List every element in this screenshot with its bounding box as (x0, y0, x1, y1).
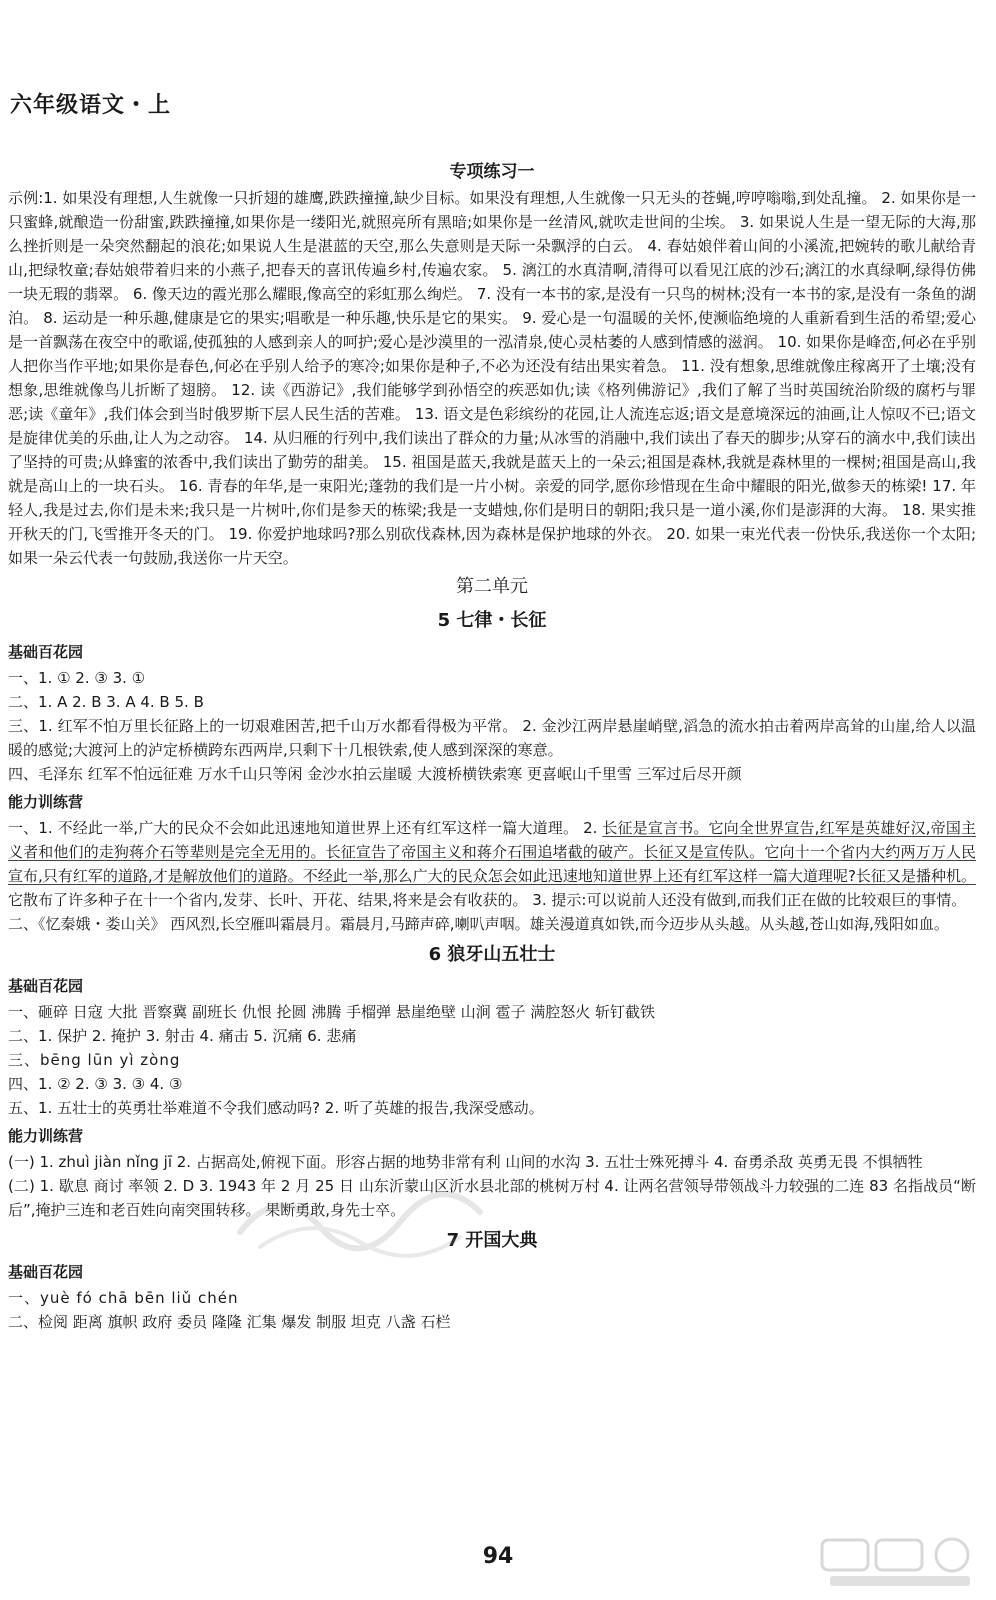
running-header: 六年级语文・上 (10, 93, 172, 118)
answer-line: 二、检阅 距离 旗帜 政府 委员 隆隆 汇集 爆发 制服 坦克 八盏 石栏 (8, 1313, 451, 1331)
answer-paragraph: 二、《忆秦娥・娄山关》 西风烈,长空雁叫霜晨月。霜晨月,马蹄声碎,喇叭声咽。雄关漫道真如铁,而今迈步从头越。从头越,苍山如海,残阳如血。 (8, 915, 949, 933)
sub-heading-basic: 基础百花园 (8, 977, 84, 995)
answer-text: 它散布了许多种子在十一个省内,发芽、长叶、开花、结果,将来是会有收获的。 3. 提示:可以说前人还没有做到,而我们正在做的比较艰巨的事情。 (8, 891, 967, 909)
answer-paragraph (8, 816, 976, 912)
answer-text: 一、1. 不经此一举,广大的民众不会如此迅速地知道世界上还有红军这样一篇大道理。 2. (8, 819, 603, 837)
page-content (8, 158, 976, 1334)
answer-line: 四、毛泽东 红军不怕远征难 万水千山只等闲 金沙水拍云崖暖 大渡桥横铁索寒 更喜岷山千里雪 三军过后尽开颜 (8, 765, 742, 783)
lesson-title: 6 狼牙山五壮士 (428, 944, 556, 965)
lesson-title: 5 七律・长征 (437, 610, 547, 631)
answer-line: 二、1. 保护 2. 掩护 3. 射击 4. 痛击 5. 沉痛 6. 悲痛 (8, 1027, 357, 1045)
sub-heading-ability: 能力训练营 (8, 793, 84, 811)
answer-line: 五、1. 五壮士的英勇壮举难道不令我们感动吗? 2. 听了英雄的报告,我深受感动。 (8, 1099, 544, 1117)
section-body: 示例:1. 如果没有理想,人生就像一只折翅的雄鹰,跌跌撞撞,缺少目标。如果没有理想,人生就像一只无头的苍蝇,哼哼嗡嗡,到处乱撞。 2. 如果你是一只蜜蜂,就酿造一份甜蜜,跌跌撞撞,如果你是一缕阳光,就照亮所有黑暗;如果你是一丝清风,就吹走世间的尘埃。 3. 如果说人生是一望无际的大海,那么挫折则是一朵突然翻起的浪花;如果说人生是湛蓝的天空,那么失意则是天际一朵飘浮的白云。 4. 春姑娘伴着山间的小溪流,把婉转的歌儿献给青山,把绿牧童;春姑娘带着归来的小燕子,把春天的喜讯传遍乡村,传遍农家。 5. 漓江的水真清啊,清得可以看见江底的沙石;漓江的水真绿啊,绿得仿佛一块无瑕的翡翠。 6. 像天边的霞光那么耀眼,像高空的彩虹那么绚烂。 7. 没有一本书的家,是没有一只鸟的树林;没有一本书的家,是没有一条鱼的湖泊。 8. 运动是一种乐趣,健康是它的果实;唱歌是一种乐趣,快乐是它的果实。 9. 爱心是一句温暖的关怀,使濒临绝境的人重新看到生活的希望;爱心是一首飘荡在夜空中的歌谣,使孤独的人感到亲人的呵护;爱心是沙漠里的一泓清泉,使心灵枯萎的人感到情感的滋润。 10. 如果你是峰峦,何必在乎别人把你当作平地;如果你是春色,何必在乎别人给予的寒冷;如果你是种子,不必为还没有结出果实着急。 11. 没有想象,思维就像庄稼离开了土壤;没有想象,思维就像鸟儿折断了翅膀。 12. 读《西游记》,我们能够学到孙悟空的疾恶如仇;读《格列佛游记》,我们了解了当时英国统治阶级的腐朽与罪恶;读《童年》,我们体会到当时俄罗斯下层人民生活的苦难。 13. 语文是色彩缤纷的花园,让人流连忘返;语文是意境深远的油画,让人惊叹不已;语文是旋律优美的乐曲,让人为之动容。 14. 从归雁的行列中,我们读出了群众的力量;从冰雪的消融中,我们读出了春天的脚步;从穿石的滴水中,我们读出了坚持的可贵;从蜂蜜的浓香中,我们读出了勤劳的甜美。 15. 祖国是蓝天,我就是蓝天上的一朵云;祖国是森林,我就是森林里的一棵树;祖国是高山,我就是高山上的一块石头。 16. 青春的年华,是一束阳光;蓬勃的我们是一片小树。亲爱的同学,愿你珍惜现在生命中耀眼的阳光,做参天的栋梁! 17. 年轻人,我是过去,你们是未来;我只是一片树叶,你们是参天的栋梁;我是一支蜡烛,你们是明日的朝阳;我只是一道小溪,你们是澎湃的大海。 18. 果实推开秋天的门,飞雪推开冬天的门。 19. 你爱护地球吗?那么别砍伐森林,因为森林是保护地球的外衣。 20. 如果一束光代表一份快乐,我送你一个太阳;如果一朵云代表一句鼓励,我送你一片天空。 (8, 189, 976, 567)
unit-title: 第二单元 (456, 576, 528, 597)
sub-heading-basic: 基础百花园 (8, 1263, 84, 1281)
answer-paragraph: (一) 1. zhuì jiàn nǐng jī 2. 占据高处,俯视下面。形容占据的地势非常有利 山间的水沟 3. 五壮士殊死搏斗 4. 奋勇杀敌 英勇无畏 不惧牺牲 (8, 1153, 923, 1171)
sub-heading-ability: 能力训练营 (8, 1127, 84, 1145)
watermark-logo (820, 1536, 980, 1592)
pinyin-line: 三、bēng lūn yì zòng (8, 1051, 181, 1069)
pinyin-line: 一、yuè fó chā bēn liǔ chén (8, 1289, 239, 1307)
answer-line: 二、1. A 2. B 3. A 4. B 5. B (8, 693, 204, 711)
section-title: 专项练习一 (449, 162, 535, 182)
answer-paragraph: (二) 1. 歇息 商讨 率领 2. D 3. 1943 年 2 月 25 日 山东沂蒙山区沂水县北部的桃树万村 4. 让两名营领导带领战斗力较强的二连 83 名指战员“断后”,掩护三连和老百姓向南突围转移。 果断勇敢,身先士卒。 (8, 1177, 976, 1219)
answer-line: 一、1. ① 2. ③ 3. ① (8, 669, 146, 687)
answer-line: 三、1. 红军不怕万里长征路上的一切艰难困苦,把千山万水都看得极为平常。 2. 金沙江两岸悬崖峭壁,滔急的流水拍击着两岸高耸的山崖,给人以温暖的感觉;大渡河上的泸定桥横跨东西两岸,只剩下十几根铁索,使人感到深深的寒意。 (8, 717, 976, 759)
faint-stamp-graphic (220, 1172, 500, 1262)
answer-line: 一、砸碎 日寇 大批 晋察冀 副班长 仇恨 抡圆 沸腾 手榴弹 悬崖绝壁 山涧 雹子 满腔怒火 斩钉截铁 (8, 1003, 655, 1021)
sub-heading-basic: 基础百花园 (8, 643, 84, 661)
page-number: 94 (482, 1544, 514, 1569)
underlined-answer-text: 长征是宣言书。它向全世界宣告,红军是英雄好汉,帝国主义者和他们的走狗蒋介石等辈则是完全无用的。长征宣告了帝国主义和蒋介石围追堵截的破产。长征又是宣传队。它向十一个省内大约两万万人民宣布,只有红军的道路,才是解放他们的道路。不经此一举,那么广大的民众怎会如此迅速地知道世界上还有红军这样一篇大道理呢?长征又是播种机。 (8, 819, 977, 885)
answer-line: 四、1. ② 2. ③ 3. ③ 4. ③ (8, 1075, 183, 1093)
lesson-title: 7 开国大典 (446, 1230, 538, 1251)
